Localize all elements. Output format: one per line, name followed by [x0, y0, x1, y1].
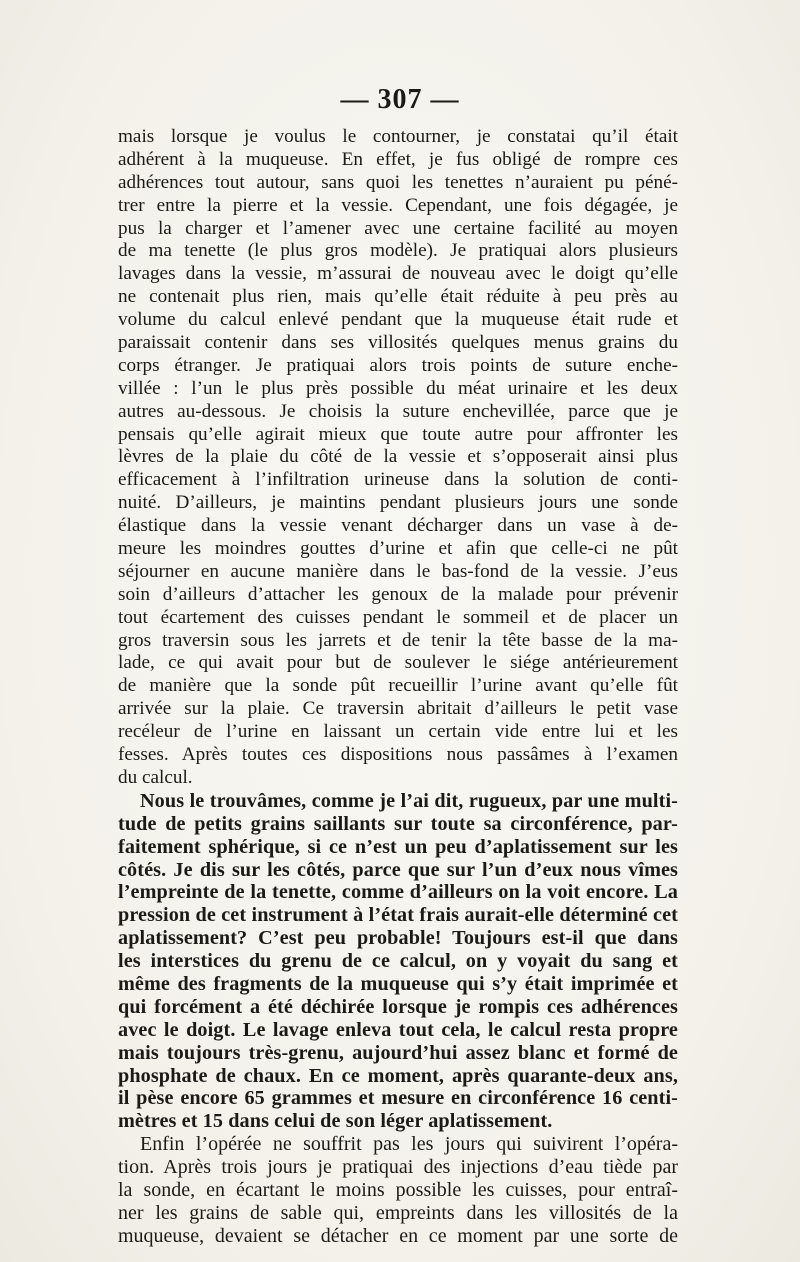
text-line: faitement sphérique, si ce n’est un peu d’aplatissement sur les: [118, 835, 678, 858]
body-text: [118, 126, 678, 1248]
text-line: recéleur de l’urine en laissant un certain vide entre lui et les: [118, 721, 678, 743]
text-line: tude de petits grains saillants sur toute sa circonférence, par-: [118, 812, 678, 835]
text-line: les interstices du grenu de ce calcul, on y voyait du sang et: [118, 950, 678, 973]
text-line: de manière que la sonde pût recueillir l’urine avant qu’elle fût: [118, 675, 678, 697]
text-line: meure les moindres gouttes d’urine et afin que celle-ci ne pût: [118, 538, 678, 560]
text-line: volume du calcul enlevé pendant que la muqueuse était rude et: [118, 309, 678, 331]
text-line: pression de cet instrument à l’état frais aurait-elle déterminé cet: [118, 904, 678, 927]
text-line: ne contenait plus rien, mais qu’elle était réduite à peu près au: [118, 286, 678, 308]
text-line: pus la charger et l’amener avec une certaine facilité au moyen: [118, 217, 678, 239]
text-line: Enfin l’opérée ne souffrit pas les jours qui suivirent l’opéra-: [140, 1133, 678, 1156]
text-line: efficacement à l’infiltration urineuse dans la solution de conti-: [118, 469, 678, 491]
text-line: de ma tenette (le plus gros modèle). Je pratiquai alors plusieurs: [118, 240, 678, 262]
text-line: mais lorsque je voulus le contourner, je constatai qu’il était: [118, 126, 678, 147]
text-line: qui forcément a été déchirée lorsque je rompis ces adhérences: [118, 995, 678, 1018]
text-line: muqueuse, devaient se détacher en ce moment par une sorte de: [118, 1224, 678, 1247]
text-line: séjourner en aucune manière dans le bas-fond de la vessie. J’eus: [118, 560, 678, 582]
text-line: tout écartement des cuisses pendant le sommeil et de placer un: [118, 606, 678, 628]
text-line: élastique dans la vessie venant décharger dans un vase à de-: [118, 515, 678, 537]
text-line: lavages dans la vessie, m’assurai de nouveau avec le doigt qu’elle: [118, 263, 678, 285]
text-line: arrivée sur la plaie. Ce traversin abritait d’ailleurs le petit vase: [118, 698, 678, 720]
text-line: paraissait contenir dans ses villosités quelques menus grains du: [118, 332, 678, 354]
text-line: il pèse encore 65 grammes et mesure en circonférence 16 centi-: [118, 1087, 678, 1110]
text-line: lade, ce qui avait pour but de soulever le siége antérieurement: [118, 652, 678, 674]
text-line: lèvres de la plaie du côté de la vessie et s’opposerait ainsi plus: [118, 446, 678, 468]
text-line: l’empreinte de la tenette, comme d’ailleurs on la voit encore. La: [118, 881, 678, 904]
text-line: adhérences tout autour, sans quoi les tenettes n’auraient pu péné-: [118, 171, 678, 193]
text-line: phosphate de chaux. En ce moment, après quarante-deux ans,: [118, 1064, 678, 1087]
text-line: gros traversin sous les jarrets et de tenir la tête basse de la ma-: [118, 629, 678, 651]
text-line: Nous le trouvâmes, comme je l’ai dit, rugueux, par une multi-: [140, 789, 678, 812]
text-line: soin d’ailleurs d’attacher les genoux de la malade pour prévenir: [118, 583, 678, 605]
text-line: la sonde, en écartant le moins possible les cuisses, pour entraî-: [118, 1178, 678, 1201]
text-line: villée : l’un le plus près possible du méat urinaire et les deux: [118, 377, 678, 399]
text-line: ner les grains de sable qui, empreints dans les villosités de la: [118, 1201, 678, 1224]
text-line: mètres et 15 dans celui de son léger aplatissement.: [118, 1110, 553, 1133]
text-line: côtés. Je dis sur les côtés, parce que sur l’un d’eux nous vîmes: [118, 858, 678, 881]
text-line: fesses. Après toutes ces dispositions nous passâmes à l’examen: [118, 744, 678, 766]
text-line: corps étranger. Je pratiquai alors trois points de suture enche-: [118, 354, 678, 376]
paragraph-2: [118, 790, 678, 1133]
paragraph-3: [118, 1133, 678, 1247]
text-line: tion. Après trois jours je pratiquai des injections d’eau tiède par: [118, 1156, 678, 1179]
text-line: trer entre la pierre et la vessie. Cependant, une fois dégagée, je: [118, 194, 678, 216]
text-line: même des fragments de la muqueuse qui s’y était imprimée et: [118, 972, 678, 995]
page-number: — 307 —: [340, 84, 460, 115]
text-line: nuité. D’ailleurs, je maintins pendant plusieurs jours une sonde: [118, 492, 678, 514]
text-line: adhérent à la muqueuse. En effet, je fus obligé de rompre ces: [118, 148, 678, 170]
text-line: autres au-dessous. Je choisis la suture enchevillée, parce que je: [118, 400, 678, 422]
paragraph-1: [118, 126, 678, 790]
text-line: aplatissement? C’est peu probable! Toujours est-il que dans: [118, 927, 678, 950]
text-line: du calcul.: [118, 766, 193, 788]
text-line: mais toujours très-grenu, aujourd’hui assez blanc et formé de: [118, 1041, 678, 1064]
text-line: pensais qu’elle agirait mieux que toute autre pour affronter les: [118, 423, 678, 445]
text-line: avec le doigt. Le lavage enleva tout cela, le calcul resta propre: [118, 1018, 678, 1041]
